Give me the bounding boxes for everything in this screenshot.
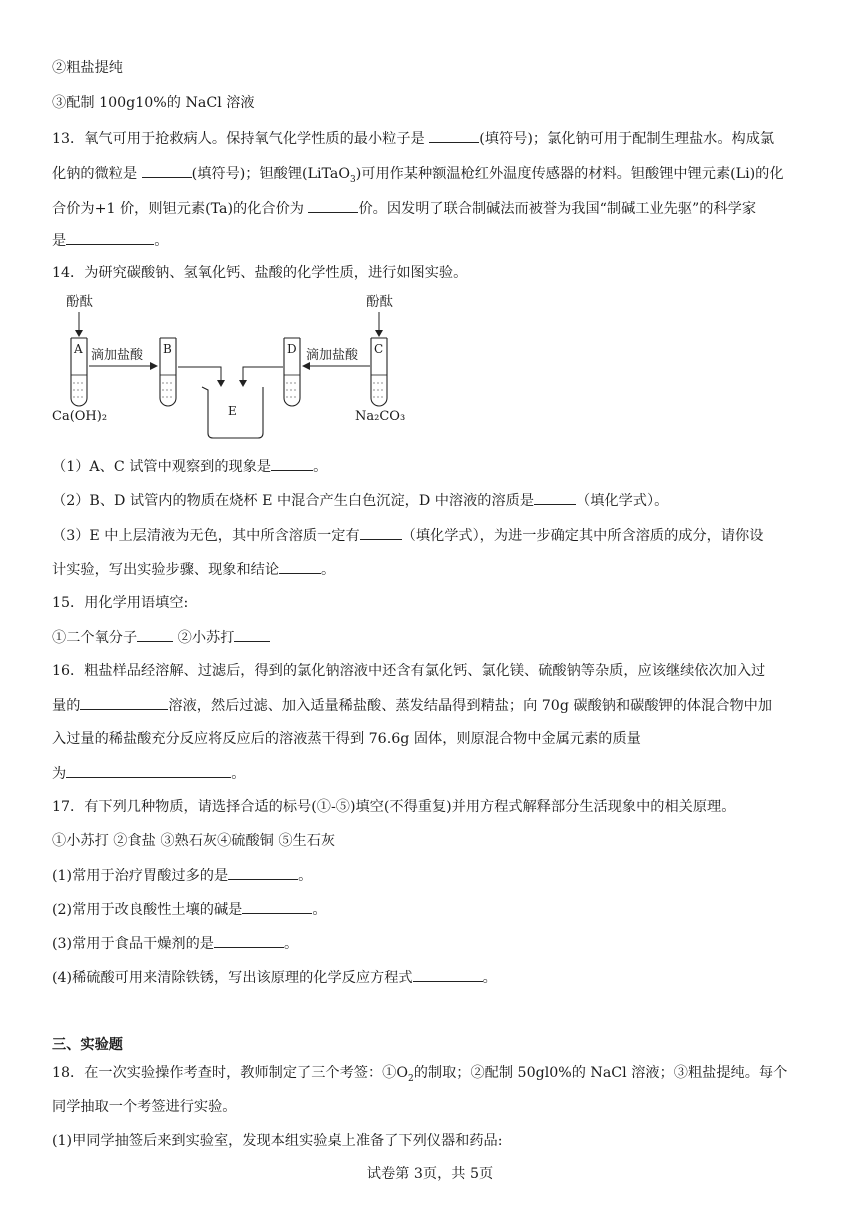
reagent-caoh2-label: Ca(OH)₂ <box>52 409 108 424</box>
q13-line-2: 化钠的微粒是 (填符号)；钽酸锂(LiTaO$_3$)可用作某种额温枪红外温度传感器的材料。钽酸锂中锂元素(Li)的化 <box>52 163 812 184</box>
q18-part-1: (1)甲同学抽签后来到实验室，发现本组实验桌上准备了下列仪器和药品: <box>52 1133 503 1149</box>
q17-part-4: (4)稀硫酸可用来清除铁锈，写出该原理的化学反应方程式 。 <box>52 967 812 988</box>
answer-blank[interactable] <box>234 627 270 642</box>
answer-blank[interactable] <box>228 865 298 880</box>
answer-blank[interactable] <box>242 899 312 914</box>
drop-arrowhead-left <box>75 330 83 337</box>
q13-line-1: 13．氧气可用于抢救病人。保持氧气化学性质的最小粒子是 (填符号)；氯化钠可用于配制生理盐水。构成氯 <box>52 128 812 149</box>
q17-part-1: (1)常用于治疗胃酸过多的是 。 <box>52 865 812 886</box>
arrow-d-to-e <box>243 367 283 382</box>
answer-blank[interactable] <box>360 525 402 540</box>
experiment-diagram <box>50 290 420 440</box>
q13-line-3: 合价为+1 价，则钽元素(Ta)的化合价为 价。因发明了联合制碱法而被誉为我国“制碱工业先驱”的科学家 <box>52 198 812 219</box>
answer-blank[interactable] <box>66 763 231 778</box>
q14-part-3-cont: 计实验，写出实验步骤、现象和结论 。 <box>52 559 812 580</box>
answer-blank[interactable] <box>413 967 483 982</box>
q15-stem: 15．用化学用语填空: <box>52 595 189 611</box>
q17-options: ①小苏打 ②食盐 ③熟石灰④硫酸铜 ⑤生石灰 <box>52 833 336 849</box>
q14-part-1: （1）A、C 试管中观察到的现象是 。 <box>52 456 812 477</box>
page-footer: 试卷第 3页，共 5页 <box>366 1166 494 1182</box>
q18-line-1: 18．在一次实验操作考查时，教师制定了三个考签：$①O_2$的制取；②配制 50gl0%的 NaCl 溶液；③粗盐提纯。每个 <box>52 1065 788 1084</box>
q14-part-3: （3）E 中上层清液为无色，其中所含溶质一定有 （填化学式），为进一步确定其中所含溶质的成分，请你设 <box>52 525 812 546</box>
q16-line-3: 入过量的稀盐酸充分反应将反应后的溶液蒸干得到 76.6g 固体，则原混合物中金属元素的质量 <box>52 731 641 747</box>
answer-blank[interactable] <box>137 627 173 642</box>
phenolphthalein-label-right: 酚酞 <box>366 294 393 310</box>
section-heading: 三、实验题 <box>52 1037 123 1053</box>
q17-stem: 17．有下列几种物质，请选择合适的标号(①-⑤)填空(不得重复)并用方程式解释部分生活现象中的相关原理。 <box>52 799 736 815</box>
tube-d-label: D <box>287 342 297 356</box>
item-crude-salt: ②粗盐提纯 <box>52 60 123 76</box>
answer-blank[interactable] <box>214 933 284 948</box>
answer-blank[interactable] <box>66 230 154 245</box>
tube-c-label: C <box>374 342 384 356</box>
q16-line-4: 为 。 <box>52 763 812 784</box>
q16-line-2: 量的 溶液，然后过滤、加入适量稀盐酸、蒸发结晶得到精盐；向 70g 碳酸钠和碳酸钾的体混合物中加 <box>52 695 812 716</box>
q14-stem: 14．为研究碳酸钠、氢氧化钙、盐酸的化学性质，进行如图实验。 <box>52 265 468 281</box>
q18-line-2: 同学抽取一个考签进行实验。 <box>52 1099 237 1115</box>
q17-part-2: (2)常用于改良酸性土壤的碱是 。 <box>52 899 812 920</box>
phenolphthalein-label-left: 酚酞 <box>66 294 93 310</box>
tube-b-label: B <box>163 342 172 356</box>
q17-part-3: (3)常用于食品干燥剂的是 。 <box>52 933 812 954</box>
add-hcl-label-left: 滴加盐酸 <box>91 348 144 363</box>
reagent-na2co3-label: Na₂CO₃ <box>355 409 406 424</box>
answer-blank[interactable] <box>279 559 321 574</box>
answer-blank[interactable] <box>80 695 168 710</box>
item-prepare-solution: ③配制 100g10%的 NaCl 溶液 <box>52 95 255 111</box>
answer-blank[interactable] <box>534 490 576 505</box>
tube-a-label: A <box>74 342 83 356</box>
answer-blank[interactable] <box>142 163 192 178</box>
answer-blank[interactable] <box>308 198 358 213</box>
add-hcl-label-right: 滴加盐酸 <box>306 348 359 363</box>
beaker-e-label: E <box>228 404 237 418</box>
q16-line-1: 16．粗盐样品经溶解、过滤后，得到的氯化钠溶液中还含有氯化钙、氯化镁、硫酸钠等杂质，应该继续依次加入过 <box>52 663 766 679</box>
q13-line-4: 是 。 <box>52 230 812 251</box>
answer-blank[interactable] <box>271 456 313 471</box>
q15-items: ①二个氧分子 ②小苏打 <box>52 627 812 648</box>
arrow-b-to-e <box>178 367 221 382</box>
q14-part-2: （2）B、D 试管内的物质在烧杯 E 中混合产生白色沉淀，D 中溶液的溶质是 （填化学式）。 <box>52 490 812 511</box>
answer-blank[interactable] <box>429 128 479 143</box>
